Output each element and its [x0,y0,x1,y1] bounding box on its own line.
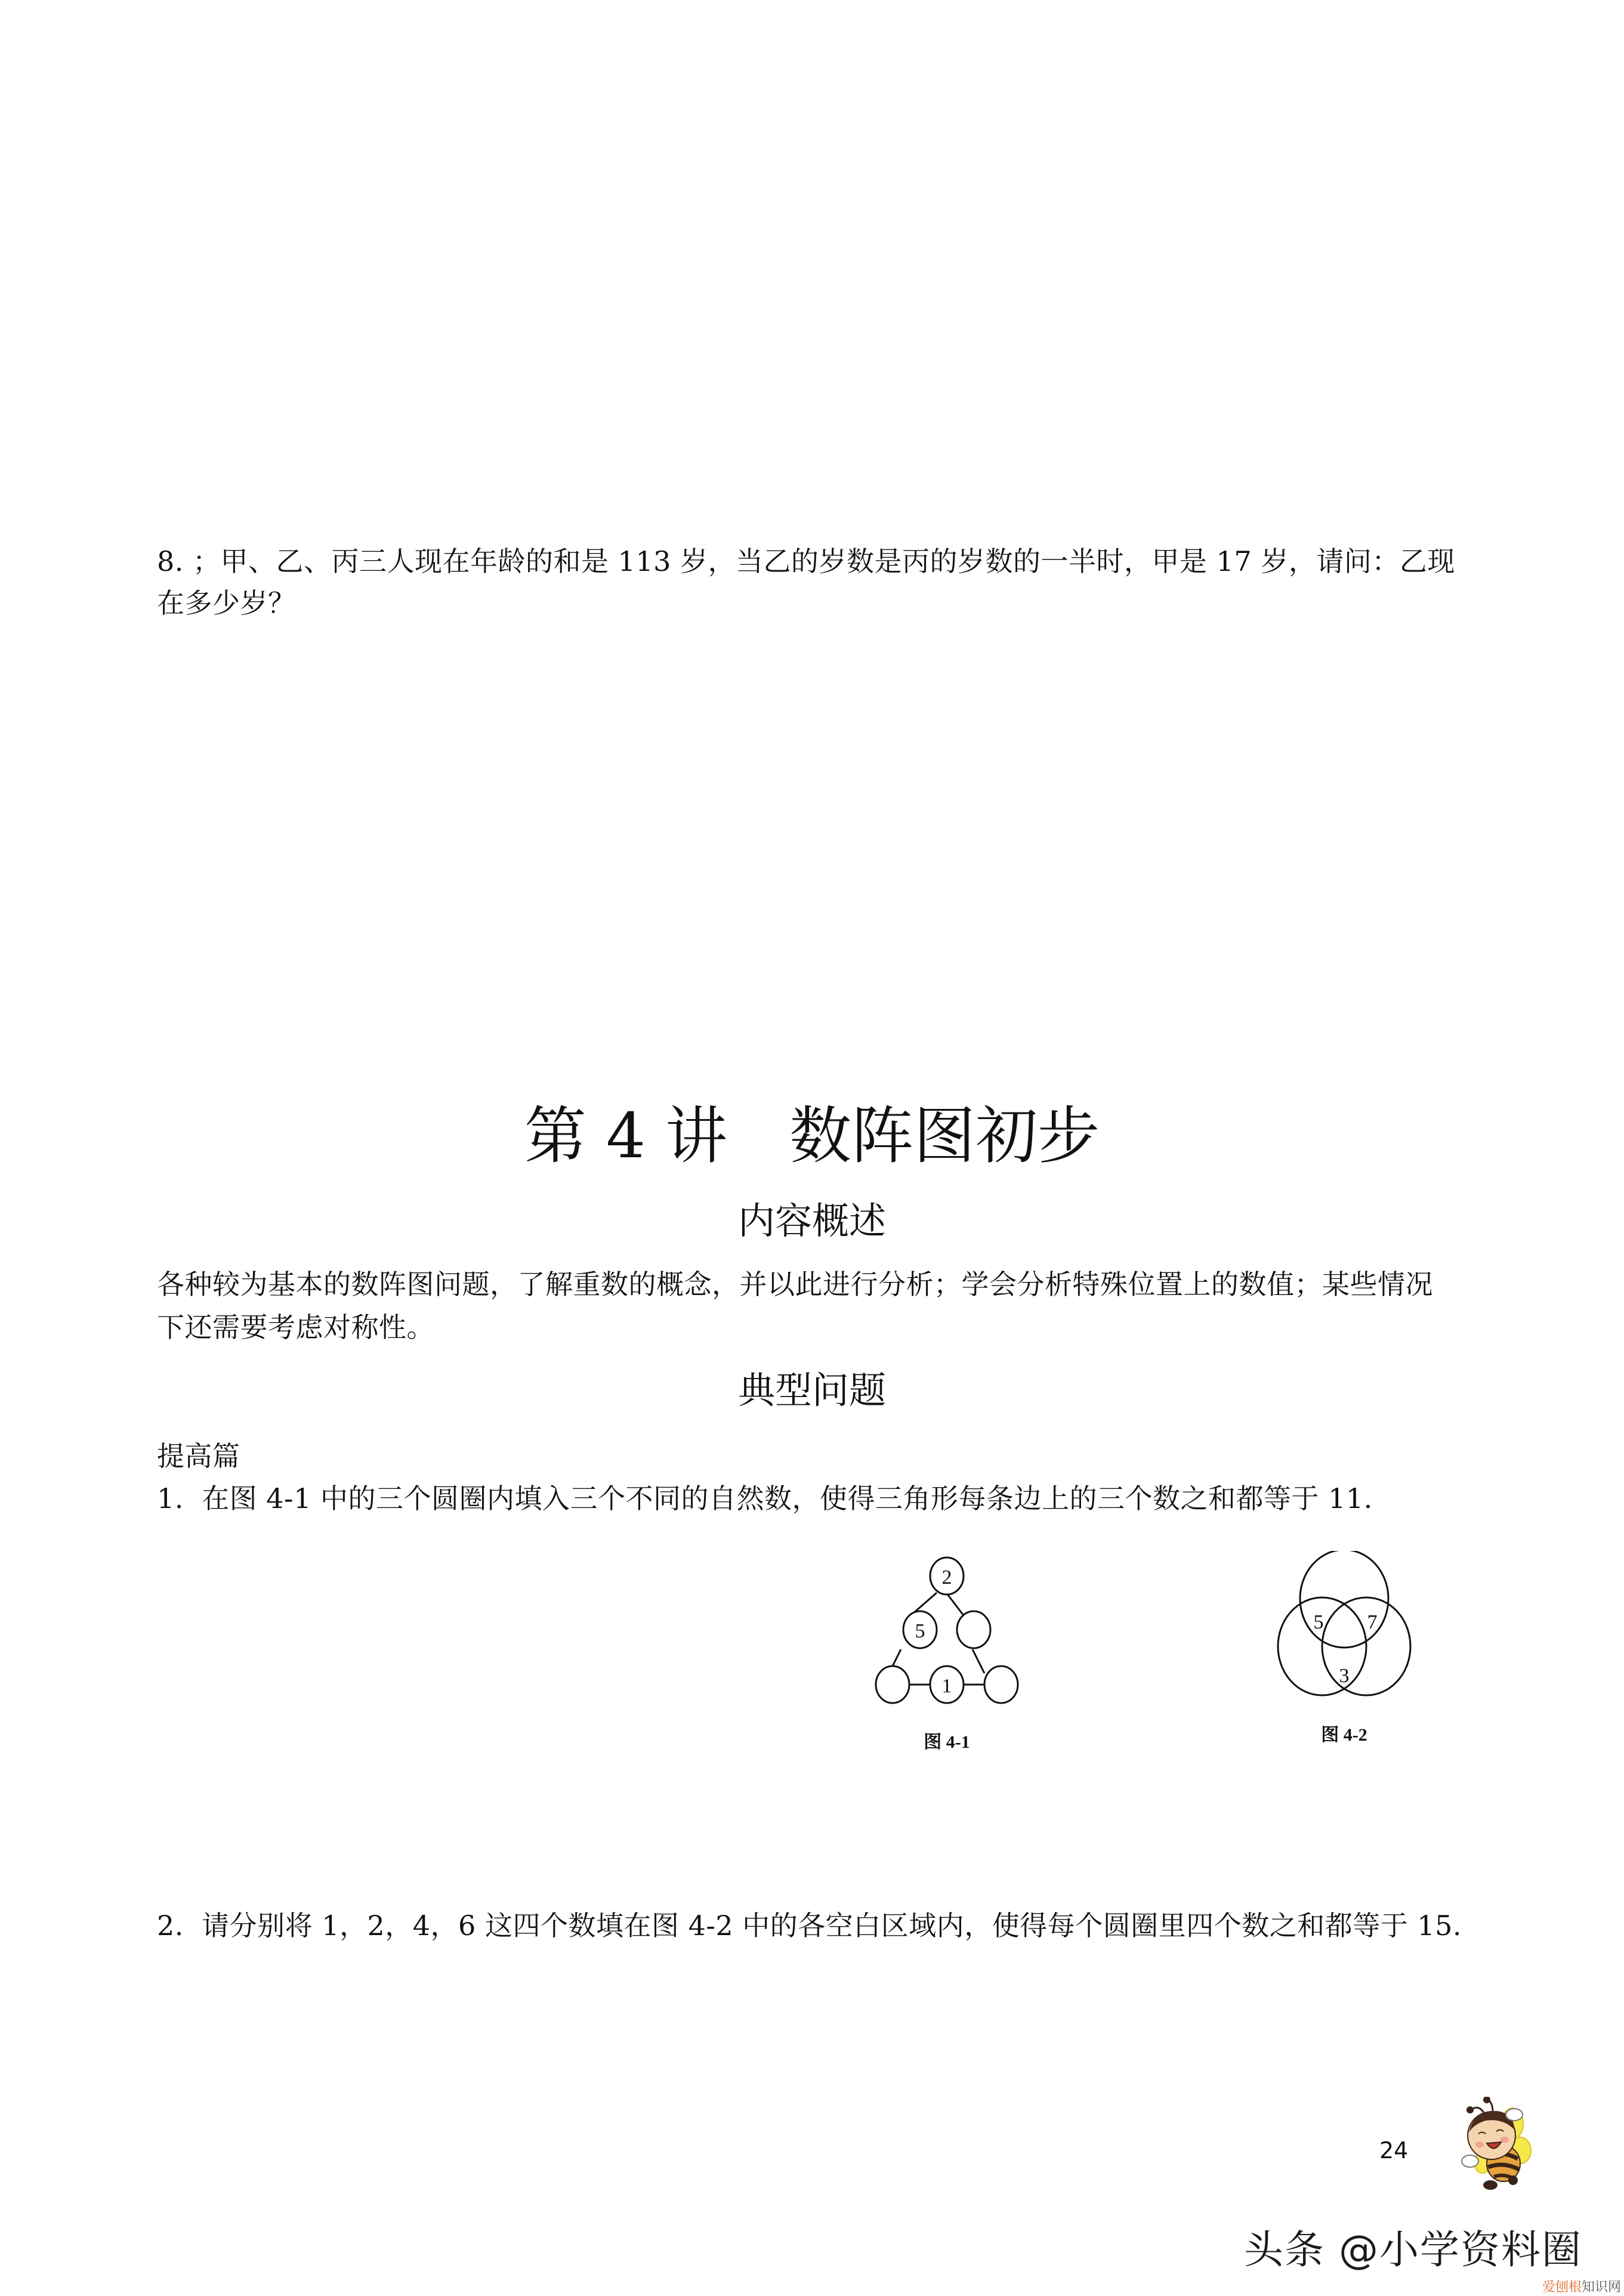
source-watermark-gray: 知识网 [1582,2280,1622,2295]
lecture-title: 第 4 讲 数阵图初步 [524,1099,1100,1172]
fig42-top-right-overlap-value: 7 [1367,1611,1378,1633]
question-1: 1. 在图 4-1 中的三个圆圈内填入三个不同的自然数，使得三角形每条边上的三个数之和都等于 11. [157,1482,1373,1515]
fig41-top-value: 2 [941,1566,952,1589]
source-watermark-orange: 爱刨根 [1542,2280,1582,2295]
triangle-diagram [859,1551,1020,1757]
problems-heading: 典型问题 [737,1368,886,1412]
watermark-text: 头条 @小学资料圈 [1244,2227,1582,2273]
fig42-top-left-overlap-value: 5 [1313,1611,1324,1633]
source-watermark [1542,2277,1621,2295]
level-label: 提高篇 [157,1440,240,1472]
overview-line-1: 各种较为基本的数阵图问题，了解重数的概念，并以此进行分析；学会分析特殊位置上的数值；某些情况 [157,1268,1433,1300]
question-8-line-1: 8. ；甲、乙、丙三人现在年龄的和是 113 岁，当乙的岁数是丙的岁数的一半时，甲是 17 岁，请问：乙现 [157,545,1455,577]
fig41-left-middle-value: 5 [915,1620,925,1642]
page-number: 24 [1379,2137,1409,2164]
question-2: 2. 请分别将 1，2，4，6 这四个数填在图 4-2 中的各空白区域内，使得每个圆圈里四个数之和都等于 15. [157,1909,1462,1942]
figure-4-1 [859,1551,1020,1757]
fig41-bottom-middle-value: 1 [941,1675,952,1697]
fig42-caption: 图 4-2 [1321,1725,1367,1745]
overview-heading: 内容概述 [737,1199,886,1243]
question-8-line-2: 在多少岁？ [157,587,296,619]
figure-4-2 [1271,1551,1420,1751]
venn-diagram [1271,1551,1420,1751]
fig42-bottom-overlap-value: 3 [1339,1665,1350,1687]
bee-mascot-icon [1450,2097,1539,2192]
overview-line-2: 下还需要考虑对称性。 [157,1311,434,1343]
fig41-caption: 图 4-1 [924,1732,970,1752]
